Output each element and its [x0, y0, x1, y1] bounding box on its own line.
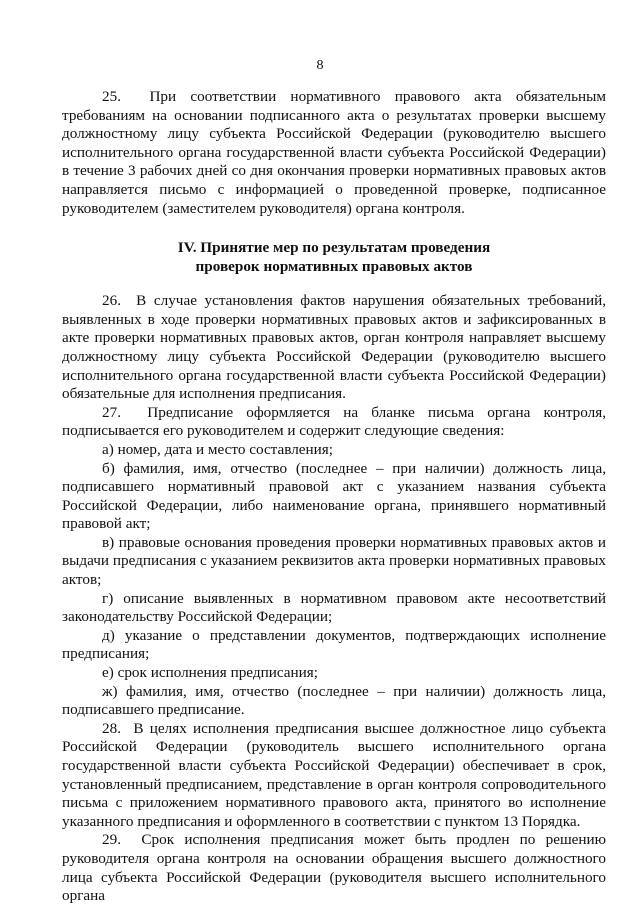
- list-item-a: а) номер, дата и место составления;: [102, 440, 333, 458]
- section-heading-line-2: проверок нормативных правовых актов: [195, 258, 473, 276]
- paragraph-29: 29. Срок исполнения предписания может быть продлен по решению руководителя органа контроля на основании обращения высшего должностного лица субъекта Российской Федерации (руководителя высшего исполнительного органа: [62, 831, 606, 905]
- paragraph-27: 27. Предписание оформляется на бланке письма органа контроля, подписывается его руководителем и содержит следующие сведения:: [62, 403, 606, 440]
- list-item-g: г) описание выявленных в нормативном правовом акте несоответствий законодательству Российской Федерации;: [62, 589, 606, 626]
- list-item-zh: ж) фамилия, имя, отчество (последнее – при наличии) должность лица, подписавшего предписание.: [62, 682, 606, 719]
- document-body: [62, 88, 606, 906]
- paragraph-26: 26. В случае установления фактов нарушения обязательных требований, выявленных в ходе проверки нормативных правовых актов и зафиксированных в акте проверки нормативных правовых актов, орган контроля направляет высшему должностному лицу субъекта Российской Федерации (руководителю высшего исполнительного органа государственной власти субъекта Российской Федерации) обязательные для исполнения предписания.: [62, 292, 606, 403]
- section-heading-line-1: IV. Принятие мер по результатам проведения: [177, 239, 491, 257]
- list-item-e: е) срок исполнения предписания;: [102, 664, 318, 682]
- page-number: 8: [316, 58, 324, 73]
- section-heading: [62, 238, 606, 276]
- list-item-d: д) указание о представлении документов, подтверждающих исполнение предписания;: [62, 626, 606, 663]
- list-item-b: б) фамилия, имя, отчество (последнее – при наличии) должность лица, подписавшего нормативный правовой акт с указанием названия субъекта Российской Федерации, либо наименование органа, принявшего нормативный правовой акт;: [62, 459, 606, 533]
- paragraph-25: 25. При соответствии нормативного правового акта обязательным требованиям на основании подписанного акта о результатах проверки высшему должностному лицу субъекта Российской Федерации (руководителю высшего исполнительного органа государственной власти субъекта Российской Федерации) в течение 3 рабочих дней со дня окончания проверки нормативных правовых актов направляется письмо с информацией о проведенной проверке, подписанное руководителем (заместителем руководителя) органа контроля.: [62, 88, 606, 217]
- list-item-v: в) правовые основания проведения проверки нормативных правовых актов и выдачи предписания с указанием реквизитов акта проверки нормативных правовых актов;: [62, 533, 606, 589]
- paragraph-28: 28. В целях исполнения предписания высшее должностное лицо субъекта Российской Федерации (руководитель высшего исполнительного органа государственной власти субъекта Российской Федерации) обеспечивает в срок, установленный предписанием, представление в орган контроля сопроводительного письма с приложением нормативного правового акта, принятого во исполнение указанного предписания и оформленного в соответствии с пунктом 13 Порядка.: [62, 719, 606, 830]
